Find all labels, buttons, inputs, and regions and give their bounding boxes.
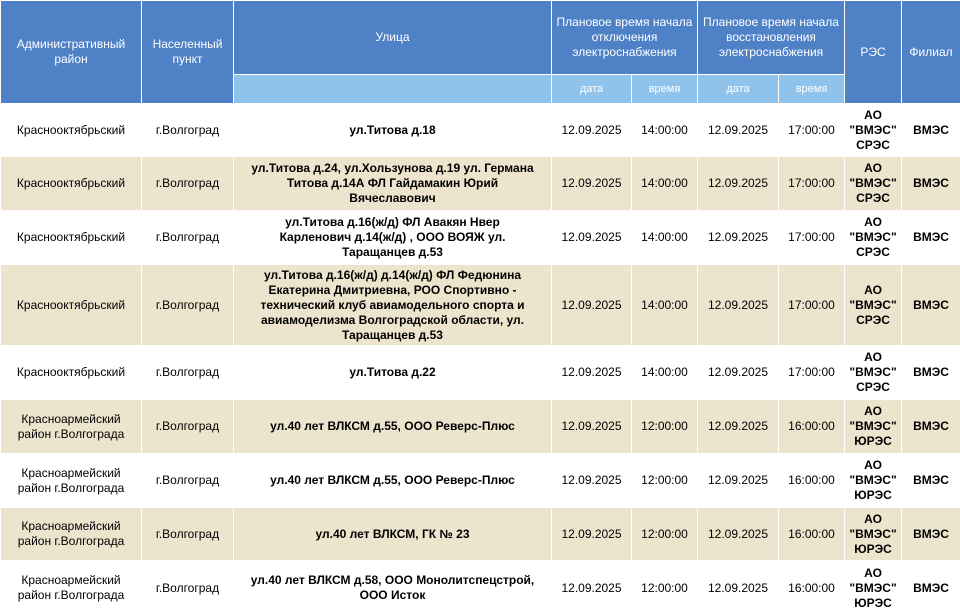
cell-locality: г.Волгоград (142, 346, 234, 400)
cell-street: ул.Титова д.24, ул.Хользунова д.19 ул. Германа Титова д.14А ФЛ Гайдамакин Юрий Вячеславович (234, 157, 552, 211)
cell-district: Краснооктябрьский (1, 104, 142, 157)
cell-off-time: 12:00:00 (632, 454, 698, 508)
table-row (1, 104, 960, 157)
cell-district: Красноармейский район г.Волгограда (1, 561, 142, 616)
table-row (1, 508, 960, 561)
cell-res: АО "ВМЭС" ЮРЭС (845, 561, 902, 616)
cell-off-time: 14:00:00 (632, 211, 698, 265)
cell-street: ул.Титова д.18 (234, 104, 552, 157)
subheader-street-blank (234, 75, 552, 104)
cell-branch: ВМЭС (902, 104, 960, 157)
cell-locality: г.Волгоград (142, 265, 234, 346)
cell-locality: г.Волгоград (142, 157, 234, 211)
cell-off-date: 12.09.2025 (552, 211, 632, 265)
cell-locality: г.Волгоград (142, 400, 234, 454)
cell-res: АО "ВМЭС" СРЭС (845, 157, 902, 211)
cell-off-date: 12.09.2025 (552, 104, 632, 157)
cell-district: Краснооктябрьский (1, 265, 142, 346)
cell-on-date: 12.09.2025 (698, 508, 779, 561)
cell-off-time: 12:00:00 (632, 400, 698, 454)
subheader-off-date: дата (552, 75, 632, 104)
cell-res: АО "ВМЭС" ЮРЭС (845, 454, 902, 508)
table-row (1, 400, 960, 454)
cell-off-time: 12:00:00 (632, 561, 698, 616)
cell-off-date: 12.09.2025 (552, 157, 632, 211)
cell-district: Краснооктябрьский (1, 346, 142, 400)
cell-off-time: 14:00:00 (632, 346, 698, 400)
cell-on-time: 16:00:00 (779, 508, 845, 561)
cell-on-time: 17:00:00 (779, 265, 845, 346)
header-row (1, 1, 960, 75)
cell-on-time: 17:00:00 (779, 346, 845, 400)
cell-on-date: 12.09.2025 (698, 104, 779, 157)
cell-off-time: 14:00:00 (632, 104, 698, 157)
cell-street: ул.40 лет ВЛКСМ д.55, ООО Реверс-Плюс (234, 454, 552, 508)
cell-res: АО "ВМЭС" ЮРЭС (845, 508, 902, 561)
cell-district: Красноармейский район г.Волгограда (1, 400, 142, 454)
header-off-time: Плановое время начала отключения электроснабжения (552, 1, 698, 75)
cell-res: АО "ВМЭС" СРЭС (845, 104, 902, 157)
cell-branch: ВМЭС (902, 157, 960, 211)
cell-on-time: 17:00:00 (779, 104, 845, 157)
cell-off-time: 12:00:00 (632, 508, 698, 561)
cell-on-time: 16:00:00 (779, 400, 845, 454)
cell-locality: г.Волгоград (142, 508, 234, 561)
cell-on-time: 17:00:00 (779, 157, 845, 211)
cell-off-date: 12.09.2025 (552, 454, 632, 508)
cell-street: ул.40 лет ВЛКСМ д.55, ООО Реверс-Плюс (234, 400, 552, 454)
cell-on-date: 12.09.2025 (698, 400, 779, 454)
cell-res: АО "ВМЭС" СРЭС (845, 346, 902, 400)
cell-res: АО "ВМЭС" ЮРЭС (845, 400, 902, 454)
cell-on-date: 12.09.2025 (698, 561, 779, 616)
cell-off-time: 14:00:00 (632, 265, 698, 346)
cell-branch: ВМЭС (902, 346, 960, 400)
cell-on-time: 16:00:00 (779, 454, 845, 508)
cell-on-date: 12.09.2025 (698, 211, 779, 265)
subheader-on-date: дата (698, 75, 779, 104)
cell-off-time: 14:00:00 (632, 157, 698, 211)
cell-district: Краснооктябрьский (1, 157, 142, 211)
cell-street: ул.40 лет ВЛКСМ, ГК № 23 (234, 508, 552, 561)
cell-off-date: 12.09.2025 (552, 508, 632, 561)
cell-branch: ВМЭС (902, 561, 960, 616)
cell-off-date: 12.09.2025 (552, 561, 632, 616)
cell-off-date: 12.09.2025 (552, 265, 632, 346)
cell-street: ул.40 лет ВЛКСМ д.58, ООО Монолитспецстрой, ООО Исток (234, 561, 552, 616)
cell-district: Красноармейский район г.Волгограда (1, 508, 142, 561)
cell-on-time: 17:00:00 (779, 211, 845, 265)
table-row (1, 265, 960, 346)
table-row (1, 346, 960, 400)
cell-off-date: 12.09.2025 (552, 400, 632, 454)
cell-district: Краснооктябрьский (1, 211, 142, 265)
cell-locality: г.Волгоград (142, 211, 234, 265)
cell-on-date: 12.09.2025 (698, 454, 779, 508)
subheader-on-time: время (779, 75, 845, 104)
cell-street: ул.Титова д.22 (234, 346, 552, 400)
header-res: РЭС (845, 1, 902, 104)
cell-locality: г.Волгоград (142, 561, 234, 616)
cell-branch: ВМЭС (902, 508, 960, 561)
cell-locality: г.Волгоград (142, 104, 234, 157)
table-row (1, 454, 960, 508)
table-row (1, 561, 960, 616)
table-row (1, 211, 960, 265)
subheader-off-time: время (632, 75, 698, 104)
cell-locality: г.Волгоград (142, 454, 234, 508)
header-on-time: Плановое время начала восстановления электроснабжения (698, 1, 845, 75)
cell-on-time: 16:00:00 (779, 561, 845, 616)
header-district: Административный район (1, 1, 142, 104)
header-locality: Населенный пункт (142, 1, 234, 104)
table-row (1, 157, 960, 211)
cell-street: ул.Титова д.16(ж/д) д.14(ж/д) ФЛ Федюнина Екатерина Дмитриевна, РОО Спортивно - технический клуб авиамодельного спорта и авиамоделизма Волгоградской области, ул. Таращанцев д.53 (234, 265, 552, 346)
cell-branch: ВМЭС (902, 454, 960, 508)
cell-res: АО "ВМЭС" СРЭС (845, 211, 902, 265)
cell-branch: ВМЭС (902, 211, 960, 265)
cell-res: АО "ВМЭС" СРЭС (845, 265, 902, 346)
header-branch: Филиал (902, 1, 960, 104)
cell-district: Красноармейский район г.Волгограда (1, 454, 142, 508)
cell-on-date: 12.09.2025 (698, 265, 779, 346)
cell-branch: ВМЭС (902, 400, 960, 454)
header-street: Улица (234, 1, 552, 75)
cell-on-date: 12.09.2025 (698, 346, 779, 400)
cell-on-date: 12.09.2025 (698, 157, 779, 211)
table-body (1, 104, 960, 616)
cell-branch: ВМЭС (902, 265, 960, 346)
cell-off-date: 12.09.2025 (552, 346, 632, 400)
cell-street: ул.Титова д.16(ж/д) ФЛ Авакян Нвер Карленович д.14(ж/д) , ООО ВОЯЖ ул. Таращанцев д.53 (234, 211, 552, 265)
